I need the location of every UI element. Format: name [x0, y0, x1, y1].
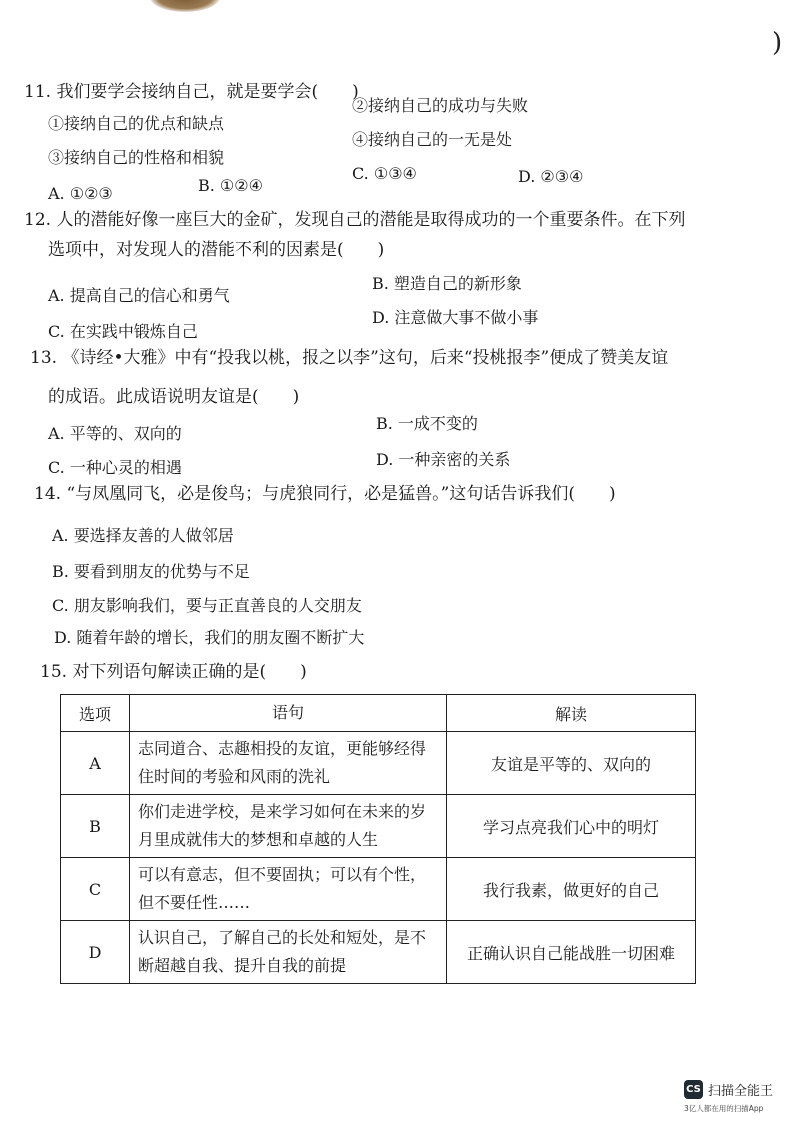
- q12-option-d[interactable]: D. 注意做大事不做小事: [372, 308, 539, 327]
- table-cell-key: D: [61, 921, 130, 984]
- table-row[interactable]: [61, 732, 696, 795]
- q15-answer-table: [60, 694, 696, 984]
- q12-option-a[interactable]: A. 提高自己的信心和勇气: [48, 286, 230, 305]
- table-header-option: 选项: [61, 695, 130, 732]
- q11-option-a[interactable]: A. ①②③: [48, 184, 113, 203]
- q11-item-2: ②接纳自己的成功与失败: [352, 96, 529, 115]
- q13-option-d[interactable]: D. 一种亲密的关系: [376, 450, 511, 469]
- table-cell-reading: 正确认识自己能战胜一切困难: [447, 921, 696, 984]
- q11-option-d[interactable]: D. ②③④: [518, 167, 584, 186]
- q14-option-a[interactable]: A. 要选择友善的人做邻居: [52, 526, 234, 545]
- table-cell-key: A: [61, 732, 130, 795]
- page-edge-mark: ): [772, 28, 783, 58]
- q12-option-c[interactable]: C. 在实践中锻炼自己: [48, 322, 198, 341]
- q14-option-d[interactable]: D. 随着年龄的增长，我们的朋友圈不断扩大: [54, 628, 365, 647]
- q11-option-b[interactable]: B. ①②④: [198, 176, 263, 195]
- q13-option-b[interactable]: B. 一成不变的: [376, 414, 478, 433]
- q13-option-c[interactable]: C. 一种心灵的相遇: [48, 458, 182, 477]
- table-cell-sentence: 你们走进学校，是来学习如何在未来的岁月里成就伟大的梦想和卓越的人生: [130, 795, 447, 858]
- scanner-tagline: 3亿人都在用的扫描App: [684, 1104, 764, 1113]
- scanner-watermark: [684, 1080, 773, 1099]
- scanner-app-name: 扫描全能王: [708, 1084, 774, 1099]
- q14-option-c[interactable]: C. 朋友影响我们，要与正直善良的人交朋友: [52, 596, 362, 615]
- q14-stem: 14. “与凤凰同飞，必是俊鸟；与虎狼同行，必是猛兽。”这句话告诉我们( ): [34, 484, 616, 504]
- table-header-row: [61, 695, 696, 732]
- camscanner-logo-icon: CS: [684, 1080, 703, 1099]
- q11-item-3: ③接纳自己的性格和相貌: [48, 148, 225, 167]
- q11-stem: 11. 我们要学会接纳自己，就是要学会( ): [24, 82, 359, 102]
- q13-stem-line-1: 13. 《诗经•大雅》中有“投我以桃，报之以李”这句，后来“投桃报李”便成了赞美友谊: [30, 348, 669, 368]
- table-cell-sentence: 志同道合、志趣相投的友谊，更能够经得住时间的考验和风雨的洗礼: [130, 732, 447, 795]
- table-row[interactable]: [61, 858, 696, 921]
- table-cell-sentence: 可以有意志，但不要固执；可以有个性，但不要任性……: [130, 858, 447, 921]
- q11-option-c[interactable]: C. ①③④: [352, 164, 417, 183]
- table-cell-key: B: [61, 795, 130, 858]
- table-cell-reading: 学习点亮我们心中的明灯: [447, 795, 696, 858]
- table-cell-key: C: [61, 858, 130, 921]
- table-header-sentence: 语句: [130, 695, 447, 732]
- table-cell-sentence: 认识自己，了解自己的长处和短处，是不断超越自我、提升自我的前提: [130, 921, 447, 984]
- table-row[interactable]: [61, 795, 696, 858]
- table-cell-reading: 我行我素，做更好的自己: [447, 858, 696, 921]
- table-row[interactable]: [61, 921, 696, 984]
- q12-option-b[interactable]: B. 塑造自己的新形象: [372, 274, 522, 293]
- table-cell-reading: 友谊是平等的、双向的: [447, 732, 696, 795]
- table-header-reading: 解读: [447, 695, 696, 732]
- q15-stem: 15. 对下列语句解读正确的是( ): [40, 662, 307, 682]
- q14-option-b[interactable]: B. 要看到朋友的优势与不足: [52, 562, 250, 581]
- stain-mark-icon: [150, 0, 220, 12]
- q13-option-a[interactable]: A. 平等的、双向的: [48, 424, 182, 443]
- q13-stem-line-2: 的成语。此成语说明友谊是( ): [48, 387, 300, 407]
- q11-item-1: ①接纳自己的优点和缺点: [48, 114, 225, 133]
- q12-stem-line-2: 选项中，对发现人的潜能不利的因素是( ): [48, 240, 385, 260]
- q12-stem-line-1: 12. 人的潜能好像一座巨大的金矿，发现自己的潜能是取得成功的一个重要条件。在下列: [24, 210, 686, 230]
- q11-item-4: ④接纳自己的一无是处: [352, 130, 513, 149]
